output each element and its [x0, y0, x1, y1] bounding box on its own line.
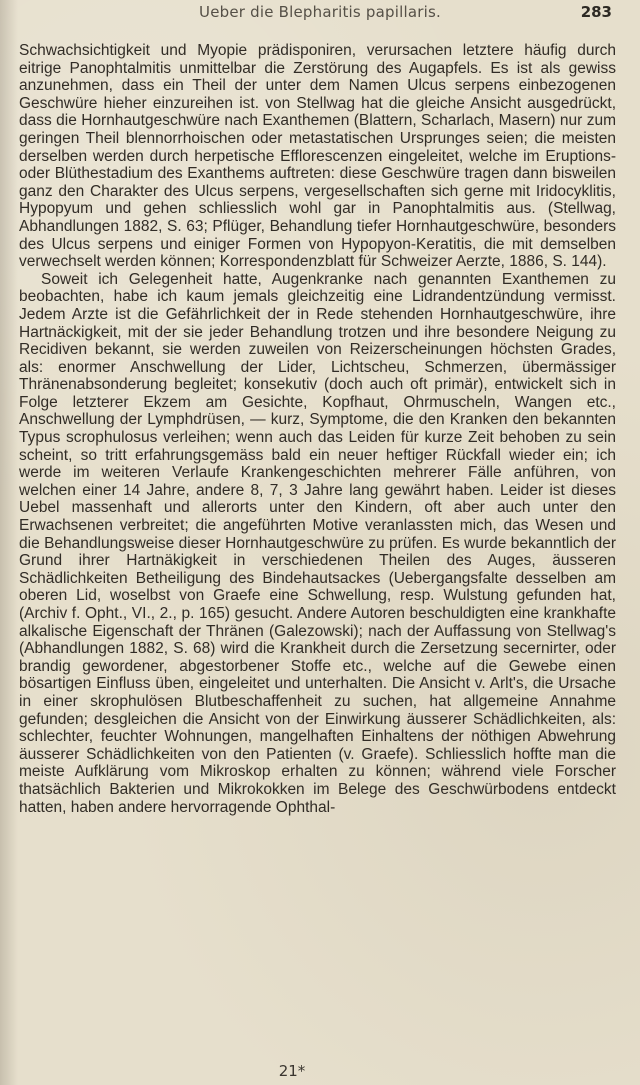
page-header [0, 3, 640, 25]
paragraph-1: Schwachsichtigkeit und Myopie prädisponiren, verursachen letztere häufig durch eitrige Panophtalmitis unmittelbar die Zerstörung des Augapfels. Es ist als gewiss anzunehmen, dass ein Theil der unter dem Namen Ulcus serpens einbezogenen Geschwüre hieher einzureihen ist. von Stellwag hat die gleiche Ansicht ausgedrückt, dass die Hornhautgeschwüre nach Exanthemen (Blattern, Scharlach, Masern) nur zum geringen Theil blennorrhoischen oder metastatischen Ursprunges seien; die meisten derselben werden durch herpetische Efflorescenzen eingeleitet, welche im Eruptions- oder Blüthestadium des Exanthems auftreten: diese Geschwüre tragen dann bisweilen ganz den Charakter des Ulcus serpens, vergesellschaften sich gerne mit Iridocyklitis, Hypopyum und gehen schliesslich wohl gar in Panophtalmitis aus. (Stellwag, Abhandlungen 1882, S. 63; Pflüger, Behandlung tiefer Hornhautgeschwüre, besonders des Ulcus serpens und einiger Formen von Hypopyon-Keratitis, die mit demselben verwechselt werden können; Korrespondenzblatt für Schweizer Aerzte, 1886, S. 144). [19, 42, 616, 271]
paragraph-2: Soweit ich Gelegenheit hatte, Augenkranke nach genannten Exanthemen zu beobachten, habe ich kaum jemals gleichzeitig eine Lidrandentzündung vermisst. Jedem Arzte ist die Gefährlichkeit der in Rede stehenden Hornhautgeschwüre, ihre Hartnäckigkeit, mit der sie jeder Behandlung trotzen und ihre besondere Neigung zu Recidiven bekannt, sie werden zuweilen von Reizerscheinungen höchsten Grades, als: enormer Anschwellung der Lider, Lichtscheu, Schmerzen, übermässiger Thränenabsonderung begleitet; konsekutiv (doch auch oft primär), entwickelt sich in Folge letzterer Ekzem am Gesichte, Kopfhaut, Ohrmuscheln, Wangen etc., Anschwellung der Lymphdrüsen, — kurz, Symptome, die den Kranken den bekannten Typus scrophulosus verleihen; wenn auch das Leiden für kurze Zeit behoben zu sein scheint, so tritt erfahrungsgemäss bald ein neuer heftiger Rückfall wieder ein; ich werde im weiteren Verlaufe Krankengeschichten mehrerer Fälle anführen, von welchen einer 14 Jahre, andere 8, 7, 3 Jahre lang gewährt haben. Leider ist dieses Uebel massenhaft und allerorts unter den Kindern, oft aber auch unter den Erwachsenen verbreitet; die angeführten Motive veranlassten mich, das Wesen und die Behandlungsweise dieser Hornhautgeschwüre zu prüfen. Es wurde bekanntlich der Grund ihrer Hartnäkigkeit in verschiedenen Theilen des Auges, äusseren Schädlichkeiten Betheiligung des Bindehautsackes (Uebergangsfalte desselben am oberen Lid, woselbst von Graefe eine Schwellung, resp. Wulstung gefunden hat, (Archiv f. Opht., VI., 2., p. 165) gesucht. Andere Autoren beschuldigten eine krankhafte alkalische Eigenschaft der Thränen (Galezowski); nach der Auffassung von Stellwag's (Abhandlungen 1882, S. 68) wird die Krankheit durch die Zersetzung secernirter, oder brandig gewordener, abgestorbener Stoffe etc., welche auf die Gewebe einen bösartigen Einfluss üben, eingeleitet und unterhalten. Die Ansicht v. Arlt's, die Ursache in einer skrophulösen Blutbeschaffenheit zu suchen, hat allgemeine Annahme gefunden; desgleichen die Ansicht von der Einwirkung äusserer Schädlichkeiten, als: schlechter, feuchter Wohnungen, mangelhaften Einhaltens der nöthigen Abwehrung äusserer Schädlichkeiten von den Patienten (v. Graefe). Schliesslich hoffte man die meiste Aufklärung vom Mikroskop erhalten zu können; während viele Forscher thatsächlich Bakterien und Mikrokokken im Belege des Geschwürbodens entdeckt hatten, haben andere hervorragende Ophthal- [19, 270, 616, 816]
signature-mark: 21* [278, 1062, 306, 1080]
running-head: Ueber die Blepharitis papillaris. [199, 3, 441, 21]
body-text [19, 42, 616, 816]
page-number: 283 [580, 3, 612, 21]
